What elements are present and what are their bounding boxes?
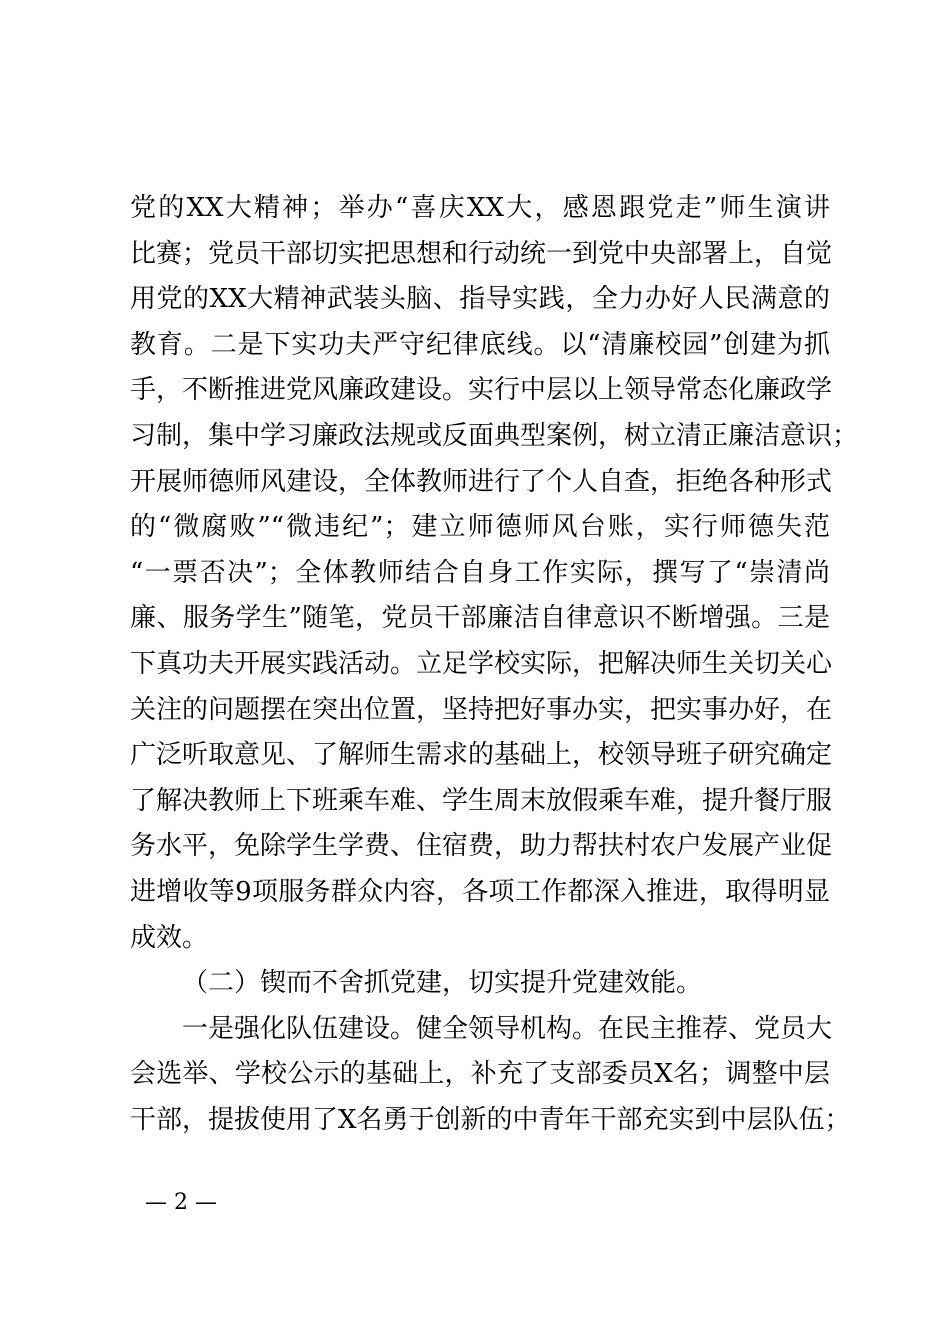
text-line: 廉、服务学生”随笔，党员干部廉洁自律意识不断增强。三是 [130,603,830,634]
text-line: 干部，提拔使用了X名勇于创新的中青年干部充实到中层队伍； [130,1104,851,1135]
text-line: 手，不断推进党风廉政建设。实行中层以上领导常态化廉政学 [130,375,833,406]
text-line: 开展师德师风建设，全体教师进行了个人自查，拒绝各种形式 [130,466,833,497]
text-line: 教育。二是下实功夫严守纪律底线。以“清廉校园”创建为抓 [130,329,830,360]
text-line: 成效。 [130,922,209,953]
text-line: 广泛听取意见、了解师生需求的基础上，校领导班子研究确定 [130,740,833,771]
text-line: 的“微腐败”“微违纪”；建立师德师风台账，实行师德失范 [130,512,830,543]
text-line: 务水平，免除学生学费、住宿费，助力帮扶村农户发展产业促 [130,831,833,862]
text-line: 习制，集中学习廉政法规或反面典型案例，树立清正廉洁意识； [130,420,859,451]
text-line: 党的XX大精神；举办“喜庆XX大，感恩跟党走”师生演讲 [130,193,830,223]
text-line: 下真功夫开展实践活动。立足学校实际，把解决师生关切关心 [130,648,833,679]
page-number: — 2 — [145,1190,217,1215]
text-line: 一是强化队伍建设。健全领导机构。在民主推荐、党员大 [182,1013,833,1044]
document-body [130,186,859,1143]
text-line: 比赛；党员干部切实把思想和行动统一到党中央部署上，自觉 [130,238,833,269]
text-line: 用党的XX大精神武装头脑、指导实践，全力办好人民满意的 [130,284,830,315]
text-line: 关注的问题摆在突出位置，坚持把好事办实，把实事办好，在 [130,694,833,725]
text-line: “一票否决”；全体教师结合自身工作实际，撰写了“崇清尚 [130,557,830,588]
text-line: 进增收等9项服务群众内容，各项工作都深入推进，取得明显 [130,876,830,907]
section-heading: （二）锲而不舍抓党建，切实提升党建效能。 [182,968,703,999]
text-line: 了解决教师上下班乘车难、学生周末放假乘车难，提升餐厅服 [130,785,833,816]
text-line: 会选举、学校公示的基础上，补充了支部委员X名；调整中层 [130,1059,830,1090]
